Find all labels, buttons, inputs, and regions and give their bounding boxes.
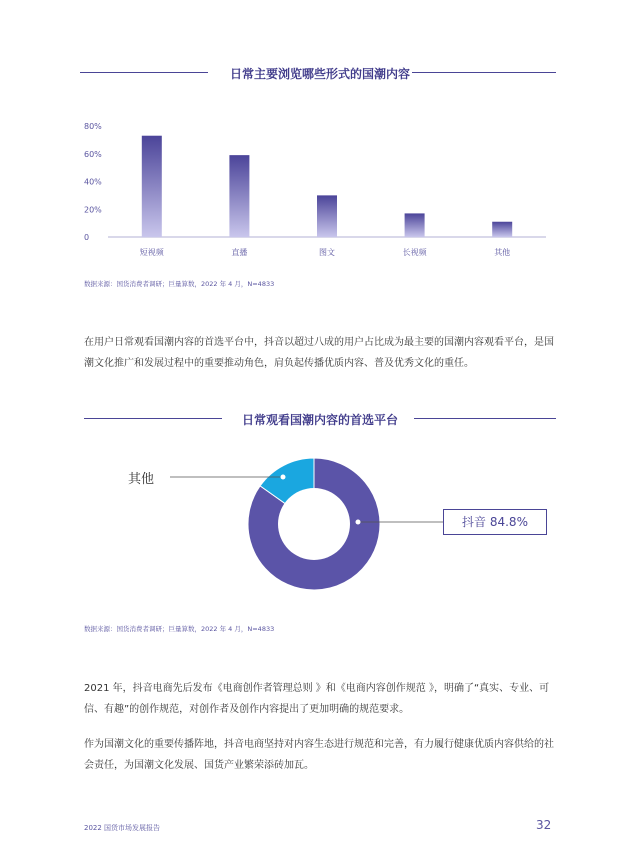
y-tick-label: 60% [84,149,102,159]
douyin-callout: 抖音 84.8% [443,509,547,535]
footer-report-title: 2022 国货市场发展报告 [84,824,161,832]
chart1-title: 日常主要浏览哪些形式的国潮内容 [229,67,410,81]
y-tick-label: 80% [84,122,102,131]
chart1-source: 数据来源：国货消费者调研；巨量算数，2022 年 4 月，N=4833 [84,280,275,288]
paragraph-1-text: 在用户日常观看国潮内容的首选平台中，抖音以超过八成的用户占比成为最主要的国潮内容观看平台，是国潮文化推广和发展过程中的重要推动角色，肩负起传播优质内容、普及优秀文化的重任。 [84,337,554,369]
bar [405,213,425,237]
page-number: 32 [536,818,552,832]
bar-chart [0,0,640,280]
x-tick-label: 长视频 [402,248,427,257]
x-tick-label: 其他 [494,248,511,257]
douyin-dot [356,520,361,525]
chart2-source: 数据来源：国货消费者调研；巨量算数，2022 年 4 月，N=4833 [84,625,275,633]
paragraph-2 [84,678,560,720]
bar [142,136,162,237]
paragraph-3 [84,734,560,776]
bar [229,155,249,237]
y-tick-label: 40% [84,177,102,187]
paragraph-2-text: 2021 年，抖音电商先后发布《电商创作者管理总则 》和《电商内容创作规范 》，明确了“真实、专业、可信、有趣”的创作规范，对创作者及创作内容提出了更加明确的规范要求。 [84,683,550,715]
y-tick-label: 20% [84,205,102,215]
other-label: 其他 [128,472,155,487]
bar [492,222,512,237]
y-tick-label: 0 [84,233,90,242]
chart2-title: 日常观看国潮内容的首选平台 [241,413,398,427]
other-dot [281,475,286,480]
donut-hole [278,488,350,560]
x-tick-label: 短视频 [139,248,164,257]
paragraph-1 [84,332,560,374]
paragraph-3-text: 作为国潮文化的重要传播阵地，抖音电商坚持对内容生态进行规范和完善，有力履行健康优质内容供给的社会责任，为国潮文化发展、国货产业繁荣添砖加瓦。 [84,739,554,771]
bar [317,195,337,237]
x-tick-label: 图文 [319,248,335,257]
title-rule-right-2 [414,418,556,419]
donut-chart [0,440,640,640]
x-tick-label: 直播 [231,248,248,257]
